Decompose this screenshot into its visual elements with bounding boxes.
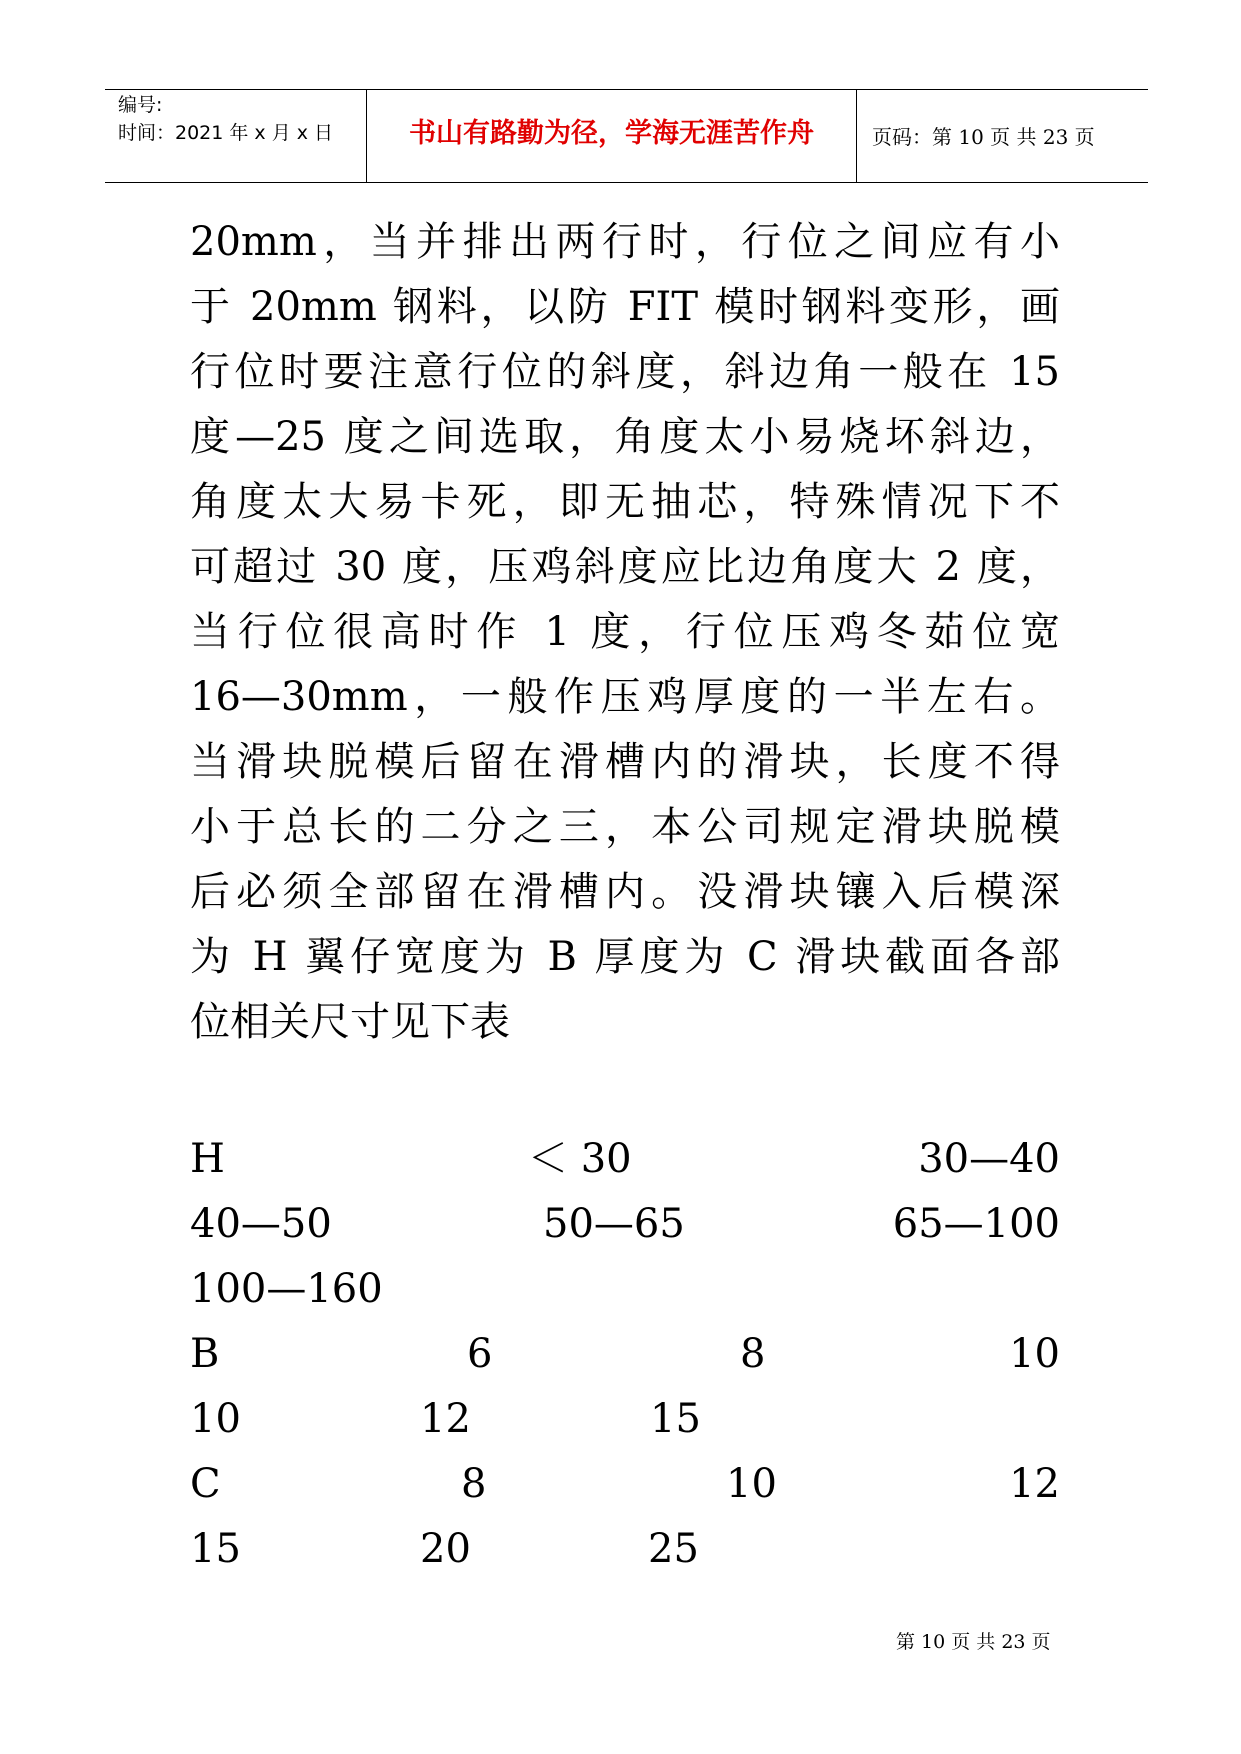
table-row-c: [190, 1452, 1060, 1517]
page-header: [105, 89, 1148, 183]
body-line: 当滑块脱模后留在滑槽内的滑块，长度不得: [190, 739, 1060, 785]
table-cell: 50—65: [543, 1201, 685, 1247]
body-line: 16—30mm，一般作压鸡厚度的一半左右。: [190, 674, 1060, 720]
body-line: 20mm，当并排出两行时，行位之间应有小: [190, 219, 1060, 265]
body-line: 于 20mm 钢料，以防 FIT 模时钢料变形，画: [190, 284, 1060, 330]
body-line: 角度太大易卡死，即无抽芯，特殊情况下不: [190, 479, 1060, 525]
body-line: 可超过 30 度，压鸡斜度应比边角度大 2 度，: [190, 544, 1060, 590]
table-cell: H: [190, 1136, 225, 1182]
header-page-number: 页码：第 10 页 共 23 页: [872, 125, 1095, 149]
header-page-cell: [857, 90, 1148, 182]
table-cell: 8: [461, 1461, 487, 1507]
body-line: 度—25 度之间选取，角度太小易烧坏斜边，: [190, 414, 1060, 460]
table-cell: 10: [726, 1461, 777, 1507]
table-cell: 65—100: [892, 1201, 1060, 1247]
body-line: 小于总长的二分之三，本公司规定滑块脱模: [190, 804, 1060, 850]
table-cell: 12: [1009, 1461, 1060, 1507]
table-row-h-cont: [190, 1192, 1060, 1257]
footer-page-number: 第 10 页 共 23 页: [896, 1631, 1051, 1653]
table-cell: 20: [420, 1526, 471, 1572]
table-cell: 100—160: [190, 1266, 383, 1312]
body-line: 位相关尺寸见下表: [190, 999, 510, 1045]
table-cell: 30—40: [918, 1136, 1060, 1182]
document-number-label: 编号:: [118, 94, 163, 116]
table-row-h: [190, 1127, 1060, 1192]
body-line: 后必须全部留在滑槽内。没滑块镶入后模深: [190, 869, 1060, 915]
table-cell: B: [190, 1331, 220, 1377]
table-cell: 15: [650, 1396, 701, 1442]
table-row-b: [190, 1322, 1060, 1387]
header-motto-cell: [367, 90, 857, 182]
body-line: 行位时要注意行位的斜度，斜边角一般在 15: [190, 349, 1060, 395]
table-cell: 6: [467, 1331, 493, 1377]
header-motto: 书山有路勤为径，学海无涯苦作舟: [409, 118, 814, 149]
body-line: 当行位很高时作 1 度，行位压鸡冬茹位宽: [190, 609, 1060, 655]
table-row-b-cont: [190, 1387, 1060, 1452]
body-paragraph: [190, 210, 1060, 1055]
body-line: 为 H 翼仔宽度为 B 厚度为 C 滑块截面各部: [190, 934, 1060, 980]
table-cell: 8: [740, 1331, 766, 1377]
table-cell: C: [190, 1461, 221, 1507]
table-row-h-cont: [190, 1257, 1060, 1322]
table-cell: 15: [190, 1526, 241, 1572]
table-row-c-cont: [190, 1517, 1060, 1582]
table-cell: 12: [420, 1396, 471, 1442]
table-cell: 10: [190, 1396, 241, 1442]
document-time-label: 时间：2021 年 x 月 x 日: [118, 122, 334, 144]
table-cell: 10: [1009, 1331, 1060, 1377]
table-cell: 25: [648, 1526, 699, 1572]
slider-dimension-table: [190, 1127, 1060, 1582]
table-cell: 40—50: [190, 1201, 332, 1247]
table-cell: ＜ 30: [528, 1136, 632, 1182]
header-info-cell: [105, 90, 367, 182]
